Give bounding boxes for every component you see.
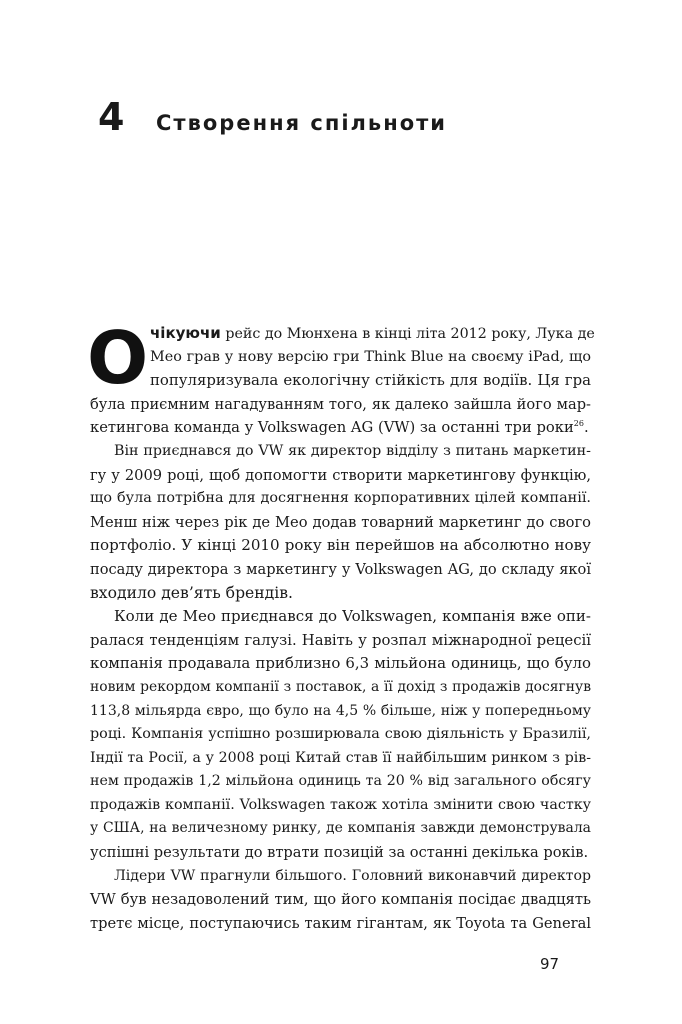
chapter-title: Створення спільноти xyxy=(156,111,448,135)
page-number: 97 xyxy=(540,955,560,973)
text-line: Лідери VW прагнули більшого. Головний виконавчий директор xyxy=(114,867,591,884)
text-line xyxy=(90,416,591,440)
text-line: Коли де Мео приєднався до Volkswagen, компанія вже опи- xyxy=(114,607,591,626)
text-line: новим рекордом компанії з поставок, а її дохід з продажів досягнув xyxy=(90,678,591,695)
text-line: Мео грав у нову версію гри Think Blue на своєму iPad, що xyxy=(150,348,591,365)
body-text xyxy=(87,316,595,935)
text-line: успішні результати до втрати позицій за останні декілька років. xyxy=(90,844,589,862)
text-line: компанія продавала приблизно 6,3 мільйона одиниць, що було xyxy=(90,654,591,673)
footnote-ref: 26 xyxy=(573,419,584,429)
chapter-number: 4 xyxy=(98,95,125,139)
text-line: Він приєднався до VW як директор відділу з питань маркетин- xyxy=(114,442,591,459)
text-line: популяризувала екологічну стійкість для водіїв. Ця гра xyxy=(150,371,591,390)
paragraph-4 xyxy=(90,865,591,936)
chapter-header xyxy=(98,95,448,139)
text-span: . xyxy=(583,419,589,437)
text-line: портфоліо. У кінці 2010 року він перейшов на абсолютно нову xyxy=(90,536,591,555)
text-line: нем продажів 1,2 мільйона одиниць та 20 % від загального обсягу xyxy=(90,773,591,790)
text-line: гу у 2009 році, щоб допомогти створити маркетингову функцію, xyxy=(90,466,591,484)
text-line: що була потрібна для досягнення корпоративних цілей компанії. xyxy=(90,490,591,507)
paragraph-3 xyxy=(90,605,591,865)
text-line: 113,8 мільярда євро, що було на 4,5 % більше, ніж у попередньому xyxy=(90,702,591,719)
text-span: рейс до Мюнхена в кінці літа 2012 року, Лука де xyxy=(220,326,595,342)
text-line: у США, на величезному ринку, де компанія завжди демонструвала xyxy=(90,820,591,837)
text-span: кетингова команда у Volkswagen AG (VW) за останні три роки xyxy=(90,419,574,437)
text-line: входило дев’ять брендів. xyxy=(90,583,294,602)
text-line: третє місце, поступаючись таким гігантам, як Toyota та General xyxy=(90,914,591,932)
text-line: ралася тенденціям галузі. Навіть у розпал міжнародної рецесії xyxy=(90,631,591,649)
paragraph-1 xyxy=(87,316,595,440)
lead-word: чікуючи xyxy=(150,324,221,342)
drop-cap: О xyxy=(87,316,149,400)
text-line: році. Компанія успішно розширювала свою діяльність у Бразилії, xyxy=(90,726,591,743)
text-line: посаду директора з маркетингу у Volkswagen AG, до складу якої xyxy=(90,560,591,578)
text-line: Індії та Росії, а у 2008 році Китай став її найбільшим ринком з рів- xyxy=(90,749,591,766)
text-line: VW був незадоволений тим, що його компанія посідає двадцять xyxy=(90,891,591,909)
paragraph-2 xyxy=(90,440,591,605)
text-line: продажів компанії. Volkswagen також хотіла змінити свою частку xyxy=(90,796,591,813)
text-line: Менш ніж через рік де Мео додав товарний маркетинг до свого xyxy=(90,513,591,531)
text-line xyxy=(90,322,595,346)
text-line: була приємним нагадуванням того, як далеко зайшла його мар- xyxy=(90,395,591,413)
